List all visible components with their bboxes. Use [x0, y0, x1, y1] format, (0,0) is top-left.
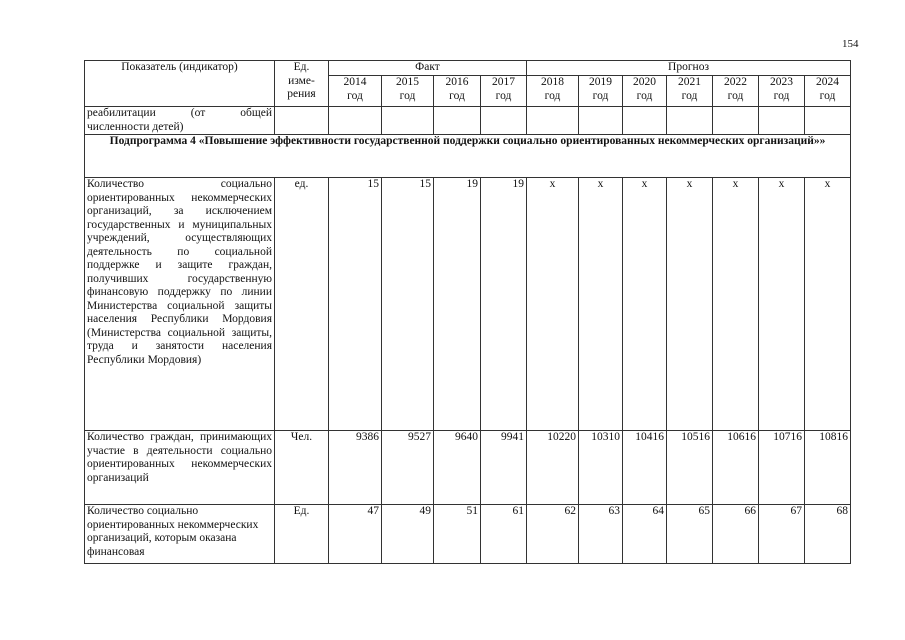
indicator-header: Показатель (индикатор)	[85, 61, 275, 107]
year-2018: 2018 год	[527, 76, 579, 107]
value-cell: 15	[329, 178, 382, 431]
value-cell: 65	[667, 505, 713, 564]
value-cell: х	[527, 178, 579, 431]
value-cell: 15	[382, 178, 434, 431]
value-cell: 19	[481, 178, 527, 431]
table-row	[85, 431, 851, 505]
value-cell: 9527	[382, 431, 434, 505]
value-cell: 10616	[713, 431, 759, 505]
indicators-table	[84, 60, 851, 564]
year-2021: 2021 год	[667, 76, 713, 107]
year-2024: 2024 год	[805, 76, 851, 107]
year-2014: 2014 год	[329, 76, 382, 107]
value-cell: 10716	[759, 431, 805, 505]
value-cell: х	[805, 178, 851, 431]
subprogram-title: Подпрограмма 4 «Повышение эффективности государственной поддержки социально ориентированных некоммерческих организаций»»	[85, 135, 851, 178]
value-cell: х	[623, 178, 667, 431]
year-2022: 2022 год	[713, 76, 759, 107]
value-cell: 9386	[329, 431, 382, 505]
value-cell: 9941	[481, 431, 527, 505]
value-cell: 66	[713, 505, 759, 564]
year-2016: 2016 год	[434, 76, 481, 107]
value-cell: 49	[382, 505, 434, 564]
page-number: 154	[842, 38, 859, 50]
subprogram-row	[85, 135, 851, 178]
indicator-cell: Количество граждан, принимающих участие в деятельности социально ориентированных некоммерческих организаций	[85, 431, 275, 505]
value-cell: 19	[434, 178, 481, 431]
unit-header	[275, 61, 329, 107]
value-cell: 47	[329, 505, 382, 564]
value-cell: 63	[579, 505, 623, 564]
table-row	[85, 178, 851, 431]
value-cell: 51	[434, 505, 481, 564]
continued-row	[85, 107, 851, 135]
value-cell: 68	[805, 505, 851, 564]
value-cell: 10310	[579, 431, 623, 505]
forecast-header: Прогноз	[527, 61, 851, 76]
value-cell: 61	[481, 505, 527, 564]
value-cell: 10220	[527, 431, 579, 505]
year-2019: 2019 год	[579, 76, 623, 107]
fact-header: Факт	[329, 61, 527, 76]
value-cell: х	[713, 178, 759, 431]
year-2023: 2023 год	[759, 76, 805, 107]
value-cell: 64	[623, 505, 667, 564]
year-2017: 2017 год	[481, 76, 527, 107]
year-2020: 2020 год	[623, 76, 667, 107]
year-2015: 2015 год	[382, 76, 434, 107]
value-cell: х	[759, 178, 805, 431]
unit-cell: Ед.	[275, 505, 329, 564]
value-cell: 10516	[667, 431, 713, 505]
unit-header-line-2: изме-	[288, 74, 315, 87]
table-row	[85, 505, 851, 564]
unit-cell: Чел.	[275, 431, 329, 505]
header-row-top	[85, 61, 851, 76]
unit-header-line-3: рения	[287, 88, 316, 100]
value-cell: 9640	[434, 431, 481, 505]
indicator-cell: Количество социально ориентированных некоммерческих организаций, которым оказана финансовая	[85, 505, 275, 564]
value-cell: 67	[759, 505, 805, 564]
value-cell: 10816	[805, 431, 851, 505]
value-cell: х	[579, 178, 623, 431]
indicator-cell: Количество социально ориентированных некоммерческих организаций, за исключением государственных и муниципальных учреждений, осуществляющих деятельность по социальной поддержке и защите граждан, получивших государственную финансовую поддержку по линии Министерства социальной защиты населения Республики Мордовия (Министерства социальной защиты, труда и занятости населения Республики Мордовия)	[85, 178, 275, 431]
value-cell: 10416	[623, 431, 667, 505]
indicator-cell: реабилитации (от общей численности детей)	[85, 107, 275, 135]
unit-header-line-1: Ед.	[293, 61, 310, 73]
unit-cell: ед.	[275, 178, 329, 431]
value-cell: 62	[527, 505, 579, 564]
value-cell: х	[667, 178, 713, 431]
